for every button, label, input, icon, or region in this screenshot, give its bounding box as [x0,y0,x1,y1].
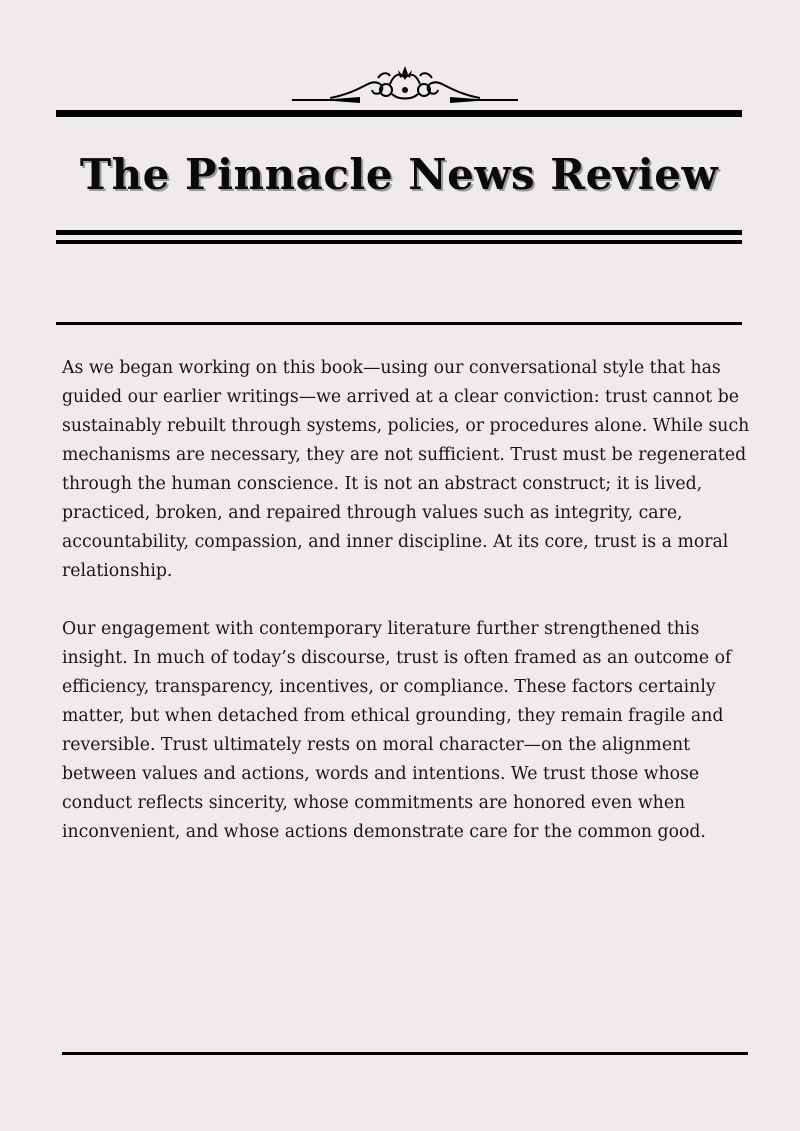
section-divider [56,322,742,325]
masthead-bottom-rule-upper [56,230,742,235]
footer-rule [62,1052,748,1055]
masthead-bottom-rule-lower [56,240,742,244]
article-paragraph-1: As we began working on this book—using our conversational style that has guided our earlier writings—we arrived at a clear conviction: trust cannot be sustainably rebuilt through systems, policies, or procedures alone. While such mechanisms are necessary, they are not sufficient. Trust must be regenerated through the human conscience. It is not an abstract construct; it is lived, practiced, broken, and repaired through values such as integrity, care, accountability, compassion, and inner discipline. At its core, trust is a moral relationship. [62,358,750,581]
masthead-top-rule [56,110,742,117]
masthead-title: The Pinnacle News Review [79,150,719,199]
article-paragraph-2: Our engagement with contemporary literature further strengthened this insight. In much of today’s discourse, trust is often framed as an outcome of efficiency, transparency, incentives, or compliance. These factors certainly matter, but when detached from ethical grounding, they remain fragile and reversible. Trust ultimately rests on moral character—on the alignment between values and actions, words and intentions. We trust those whose conduct reflects sincerity, whose commitments are honored even when inconvenient, and whose actions demonstrate care for the common good. [62,619,732,842]
flourish-ornament-icon [290,62,520,106]
article-body [62,354,752,876]
